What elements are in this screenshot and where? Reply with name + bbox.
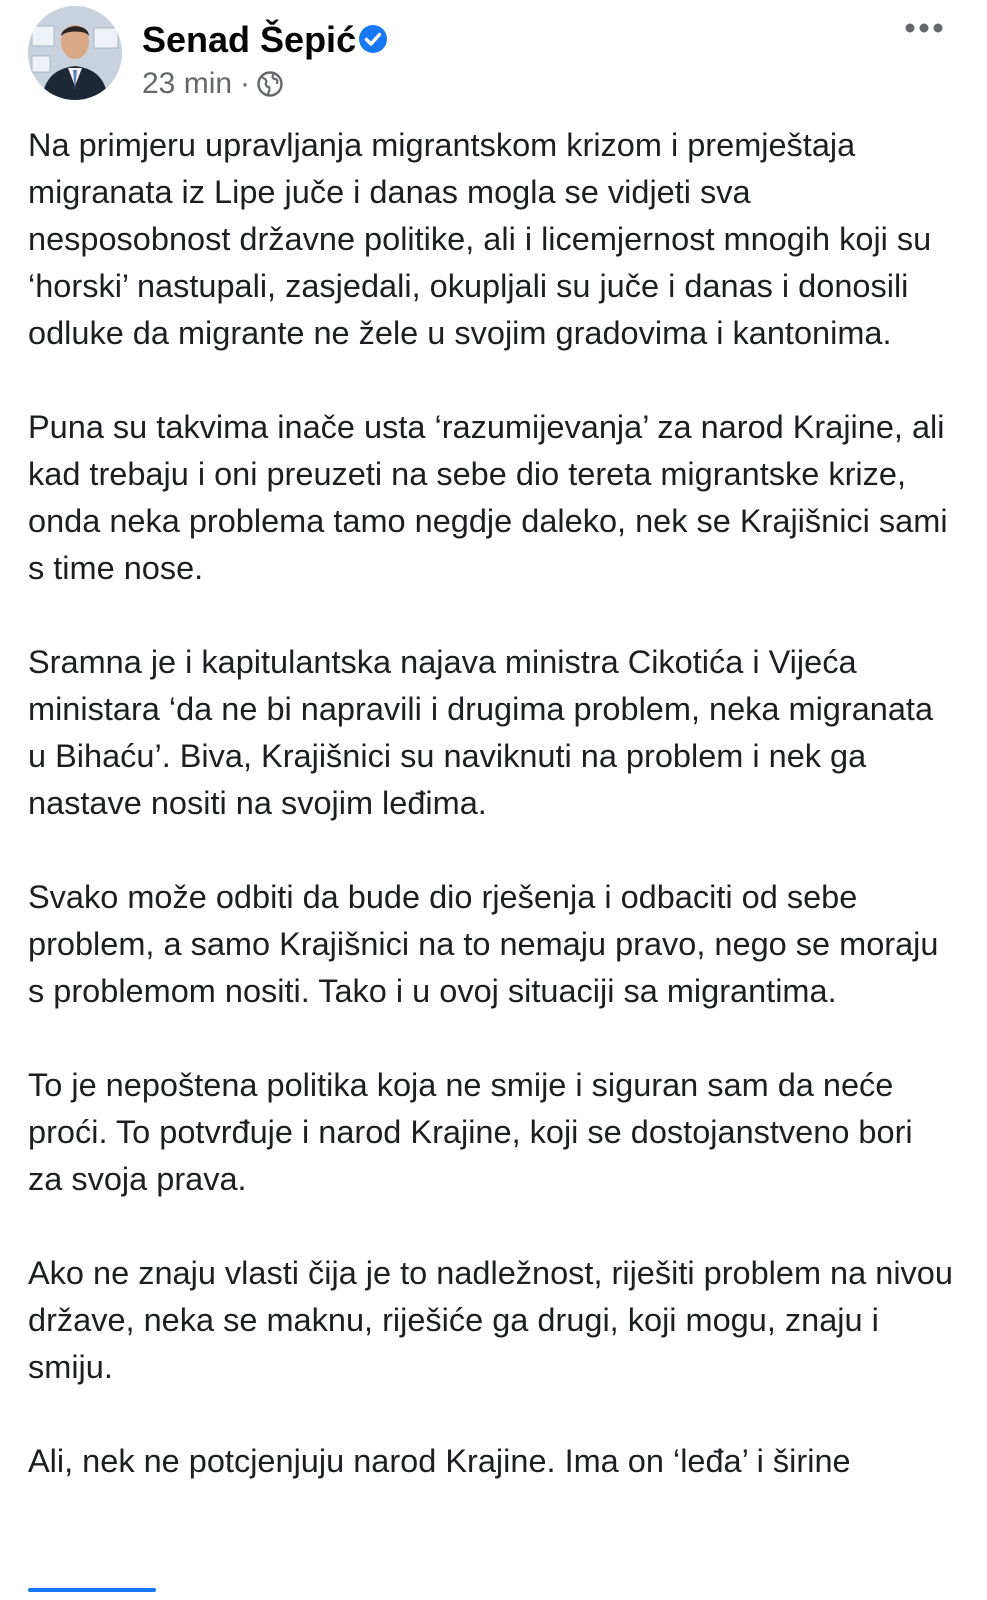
meta-separator: · [240, 67, 251, 100]
post-paragraph: Svako može odbiti da bude dio rješenja i odbaciti od sebe problem, a samo Krajišnici na to nemaju pravo, nego se moraju s problemom nositi. Tako i u ovoj situaciji sa migrantima. [28, 879, 939, 1009]
post-paragraph: Puna su takvima inače usta ‘razumijevanja’ za narod Krajine, ali kad trebaju i oni preuzeti na sebe dio tereta migrantske krize, onda neka problema tamo negdje daleko, nek se Krajišnici sami s time nose. [28, 409, 948, 586]
post-meta [142, 66, 284, 102]
post-paragraph: Ako ne znaju vlasti čija je to nadležnost, riješiti problem na nivou države, neka se maknu, riješiće ga drugi, koji mogu, znaju i smiju. [28, 1255, 953, 1385]
post-header [28, 6, 958, 106]
post-text [28, 122, 953, 1485]
see-more-link-underline[interactable] [28, 1588, 156, 1592]
post-timestamp[interactable]: 23 min [142, 67, 233, 100]
verified-badge-icon [358, 24, 388, 54]
globe-icon[interactable] [256, 70, 284, 98]
post-paragraph: Na primjeru upravljanja migrantskom krizom i premještaja migranata iz Lipe juče i danas mogla se vidjeti sva nesposobnost državne politike, ali i licemjernost mnogih koji su ‘horski’ nastupali, zasjedali, okupljali su juče i danas i donosili odluke da migrante ne žele u svojim gradovima i kantonima. [28, 127, 932, 351]
author-avatar[interactable] [28, 6, 122, 100]
post-paragraph: To je nepoštena politika koja ne smije i siguran sam da neće proći. To potvrđuje i narod Krajine, koji se dostojanstveno bori za svoja prava. [28, 1067, 913, 1197]
more-options-icon[interactable] [904, 20, 944, 36]
post-paragraph: Sramna je i kapitulantska najava ministra Cikotića i Vijeća ministara ‘da ne bi napravili i drugima problem, neka migranata u Bihaću’. Biva, Krajišnici su naviknuti na problem i nek ga nastave nositi na svojim leđima. [28, 644, 934, 821]
post-paragraph: Ali, nek ne potcjenjuju narod Krajine. Ima on ‘leđa’ i širine [28, 1443, 851, 1479]
author-name[interactable]: Senad Šepić [142, 19, 357, 60]
